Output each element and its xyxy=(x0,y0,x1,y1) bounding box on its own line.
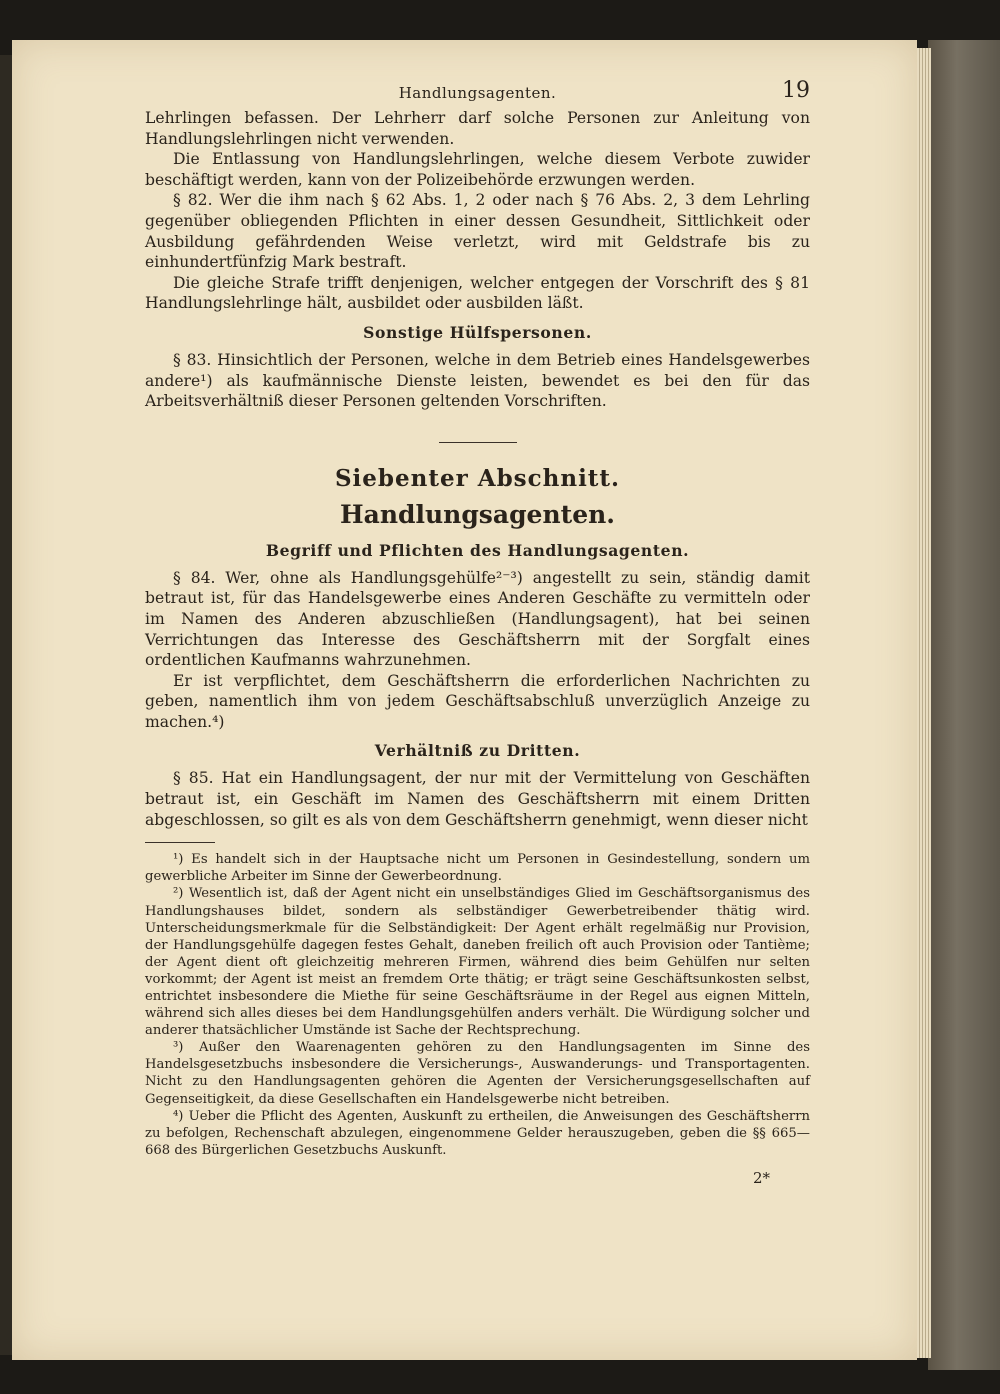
running-header xyxy=(145,78,810,108)
paragraph-section-83: § 83. Hinsichtlich der Personen, welche in dem Betrieb eines Handelsgewerbes andere¹) als kaufmännische Dienste leisten, bewendet es bei den für das Arbeitsverhältniß dieser Personen geltenden Vorschriften. xyxy=(145,350,810,411)
footnote-1: ¹) Es handelt sich in der Hauptsache nicht um Personen in Gesindestellung, sondern um gewerbliche Arbeiter im Sinne der Gewerbeordnung. xyxy=(145,852,810,885)
paragraph-section-84: § 84. Wer, ohne als Handlungsgehülfe²⁻³) angestellt zu sein, ständig damit betraut ist, für das Handelsgewerbe eines Anderen Geschäfte zu vermitteln oder im Namen des Anderen abzuschließen (Handlungsagent), hat bei seinen Verrichtungen das Interesse des Geschäftsherrn mit der Sorgfalt eines ordentlichen Kaufmanns wahrzunehmen. xyxy=(145,568,810,670)
paragraph-verpflichtet: Er ist verpflichtet, dem Geschäftsherrn die erforderlichen Nachrichten zu geben, namentlich ihm von jedem Geschäftsabschluß unverzüglich Anzeige zu machen.⁴) xyxy=(145,671,810,731)
section-divider xyxy=(439,442,517,443)
paragraph-section-85: § 85. Hat ein Handlungsagent, der nur mit der Vermittelung von Geschäften betraut ist, ein Geschäft im Namen des Geschäftsherrn mit einem Dritten abgeschlossen, so gilt es als von dem Geschäftsherrn genehmigt, wenn dieser nicht xyxy=(145,769,810,829)
chapter-title: Handlungsagenten. xyxy=(340,499,615,529)
paragraph-section-82: § 82. Wer die ihm nach § 62 Abs. 1, 2 oder nach § 76 Abs. 2, 3 dem Lehrling gegenüber obliegenden Pflichten in einer dessen Gesundheit, Sittlichkeit oder Ausbildung gefährdenden Weise verletzt, wird mit Geldstrafe bis zu einhundertfünfzig Mark bestraft. xyxy=(145,191,810,272)
paragraph-entlassung: Die Entlassung von Handlungslehrlingen, welche diesem Verbote zuwider beschäftigt werden, kann von der Polizeibehörde erzwungen werden. xyxy=(145,150,810,189)
footnote-4: ⁴) Ueber die Pflicht des Agenten, Auskunft zu ertheilen, die Anweisungen des Geschäftsherrn zu befolgen, Rechenschaft abzulegen, eingenommene Gelder herauszugeben, geben die §§ 665—668 des Bürgerlichen Gesetzbuchs Auskunft. xyxy=(145,1108,810,1158)
page-content xyxy=(145,78,810,1187)
book-binding xyxy=(0,55,12,1355)
paragraph-gleiche-strafe: Die gleiche Strafe trifft denjenigen, welcher entgegen der Vorschrift des § 81 Handlungslehrlinge hält, ausbildet oder ausbilden läßt. xyxy=(145,273,810,313)
footnote-2: ²) Wesentlich ist, daß der Agent nicht ein unselbständiges Glied im Geschäftsorganismus des Handlungshauses bildet, sondern als selbständiger Gewerbetreibender thätig wird. Unterscheidungsmerkmale für die Selbständigkeit: Der Agent erhält regelmäßig nur Provision, der Handlungsgehülfe dagegen festes Gehalt, daneben freilich oft auch Provision oder Tantième; der Agent dient oft gleichzeitig mehreren Firmen, während dies beim Gehülfen nur selten vorkommt; der Agent ist meist an fremdem Orte thätig; er trägt seine Geschäftsunkosten selbst, entrichtet insbesondere die Miethe für seine Geschäftsräume in der Regel aus eignen Mitteln, während sich alles dieses bei dem Handlungsgehülfen anders verhält. Die Würdigung solcher und anderer thatsächlicher Umstände ist Sache der Rechtsprechung. xyxy=(145,886,810,1039)
signature-mark: 2* xyxy=(752,1168,770,1187)
footnote-rule xyxy=(145,842,215,843)
page-number: 19 xyxy=(782,78,810,103)
footnote-3: ³) Außer den Waarenagenten gehören zu den Handlungsagenten im Sinne des Handelsgesetzbuchs insbesondere die Versicherungs-, Auswanderungs- und Transportagenten. Nicht zu den Handlungsagenten gehören die Agenten der Versicherungsgesellschaften auf Gegenseitigkeit, da diese Gesellschaften ein Handelsgewerbe nicht betreiben. xyxy=(145,1040,810,1107)
heading-verhaeltniss-dritten: Verhältniß zu Dritten. xyxy=(374,741,581,761)
running-title: Handlungsagenten. xyxy=(398,84,557,102)
part-title: Siebenter Abschnitt. xyxy=(334,464,621,492)
heading-begriff-pflichten: Begriff und Pflichten des Handlungsagenten. xyxy=(265,540,690,560)
book-cover-edge xyxy=(928,40,1000,1370)
heading-sonstige-huelfspersonen: Sonstige Hülfspersonen. xyxy=(363,322,592,342)
paragraph-lehrlingen: Lehrlingen befassen. Der Lehrherr darf solche Personen zur Anleitung von Handlungslehrlingen nicht verwenden. xyxy=(145,109,810,148)
